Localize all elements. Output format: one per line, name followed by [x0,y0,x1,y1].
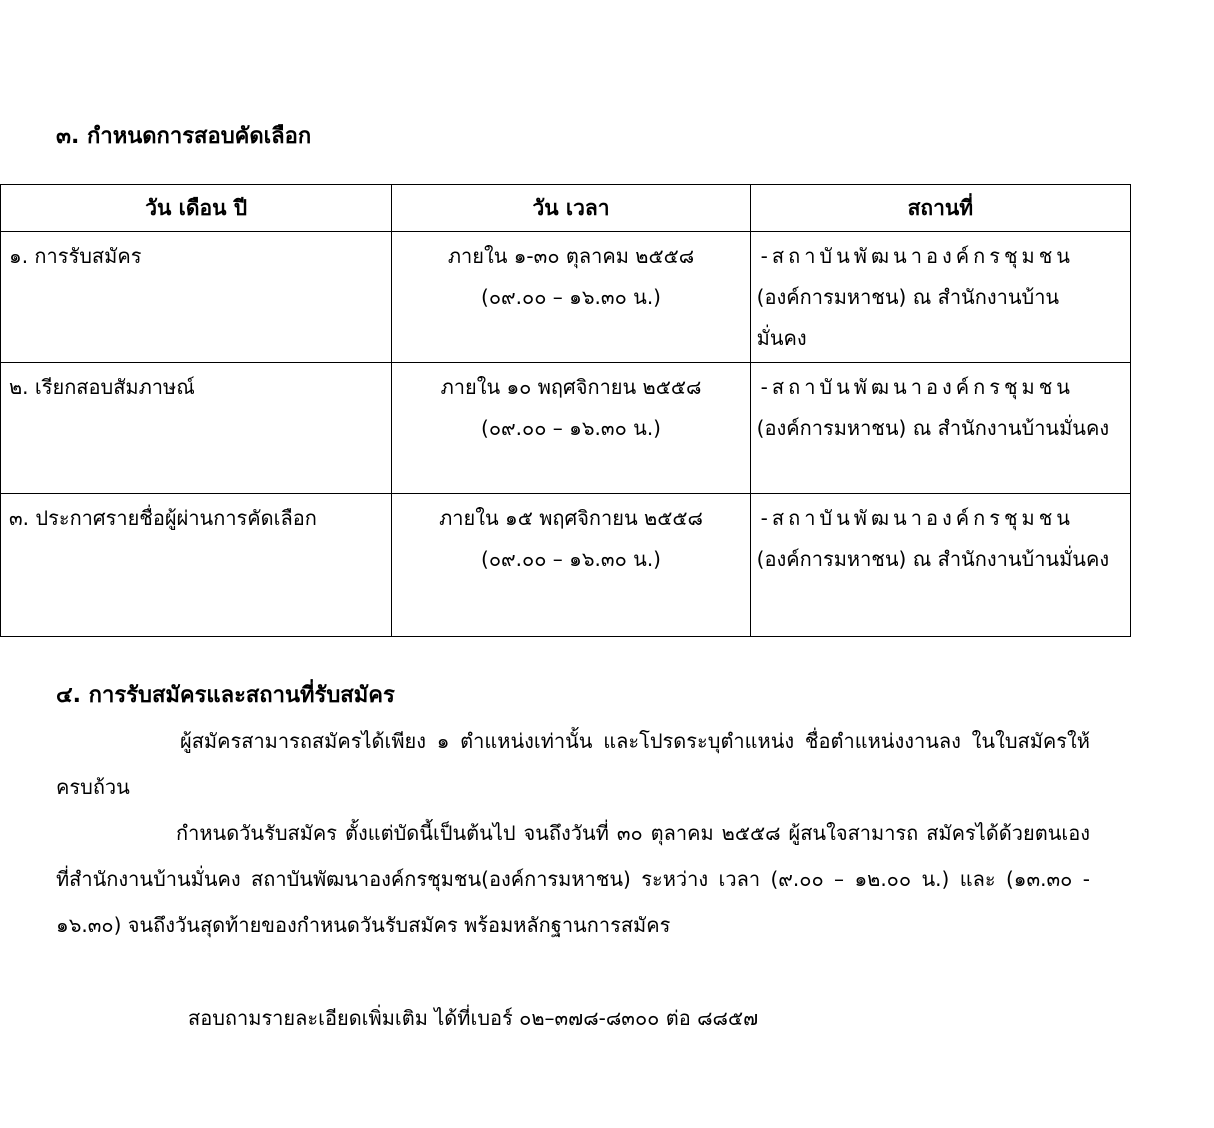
time-line: (๐๙.๐๐ – ๑๖.๓๐ น.) [481,285,661,309]
row-time [392,363,750,494]
time-line: ภายใน ๑๕ พฤศจิกายน ๒๕๕๘ [439,506,703,530]
contact-paragraph: สอบถามรายละเอียดเพิ่มเติม ได้ที่เบอร์ ๐๒–๓๗๘-๘๓๐๐ ต่อ ๘๘๕๗ [188,1006,759,1030]
place-line: (องค์การมหาชน) ณ สำนักงานบ้านมั่นคง [756,547,1110,571]
row-time [392,232,750,363]
section-3-heading: ๓. กำหนดการสอบคัดเลือก [56,124,312,149]
header-date: วัน เดือน ปี [1,185,392,232]
row-place [750,363,1130,494]
place-line: -สถาบันพัฒนาองค์กรชุมชน [760,244,1074,268]
table-row [1,494,1131,637]
section-4-heading: ๔. การรับสมัครและสถานที่รับสมัคร [56,683,395,708]
place-line: (องค์การมหาชน) ณ สำนักงานบ้านมั่นคง [756,416,1110,440]
row-time [392,494,750,637]
row-step: ๒. เรียกสอบสัมภาษณ์ [1,363,392,494]
time-line: (๐๙.๐๐ – ๑๖.๓๐ น.) [481,547,661,571]
application-period-paragraph: กำหนดวันรับสมัคร ตั้งแต่บัดนี้เป็นต้นไป จนถึงวันที่ ๓๐ ตุลาคม ๒๕๕๘ ผู้สนใจสามารถ สมัครได้ด้วยตนเองที่สำนักงานบ้านมั่นคง สถาบันพัฒนาองค์กรชุมชน(องค์การมหาชน) ระหว่าง เวลา (๙.๐๐ – ๑๒.๐๐ น.) และ (๑๓.๓๐ - ๑๖.๓๐) จนถึงวันสุดท้ายของกำหนดวันรับสมัคร พร้อมหลักฐานการสมัคร [56,821,1091,937]
exam-schedule-table [0,184,1131,637]
header-place: สถานที่ [750,185,1130,232]
place-line: (องค์การมหาชน) ณ สำนักงานบ้าน [756,285,1060,309]
table-row [1,363,1131,494]
row-place [750,232,1130,363]
row-place [750,494,1130,637]
place-line: มั่นคง [756,326,807,350]
place-line: -สถาบันพัฒนาองค์กรชุมชน [760,375,1074,399]
header-time: วัน เวลา [392,185,750,232]
application-limit-paragraph: ผู้สมัครสามารถสมัครได้เพียง ๑ ตำแหน่งเท่านั้น และโปรดระบุตำแหน่ง ชื่อตำแหน่งงานลง ในใบสมัครให้ครบถ้วน [56,729,1090,799]
table-header-row [1,185,1131,232]
row-step: ๓. ประกาศรายชื่อผู้ผ่านการคัดเลือก [1,494,392,637]
place-line: -สถาบันพัฒนาองค์กรชุมชน [760,506,1074,530]
row-step: ๑. การรับสมัคร [1,232,392,363]
time-line: ภายใน ๑-๓๐ ตุลาคม ๒๕๕๘ [447,244,695,268]
table-row [1,232,1131,363]
time-line: ภายใน ๑๐ พฤศจิกายน ๒๕๕๘ [440,375,702,399]
time-line: (๐๙.๐๐ – ๑๖.๓๐ น.) [481,416,661,440]
